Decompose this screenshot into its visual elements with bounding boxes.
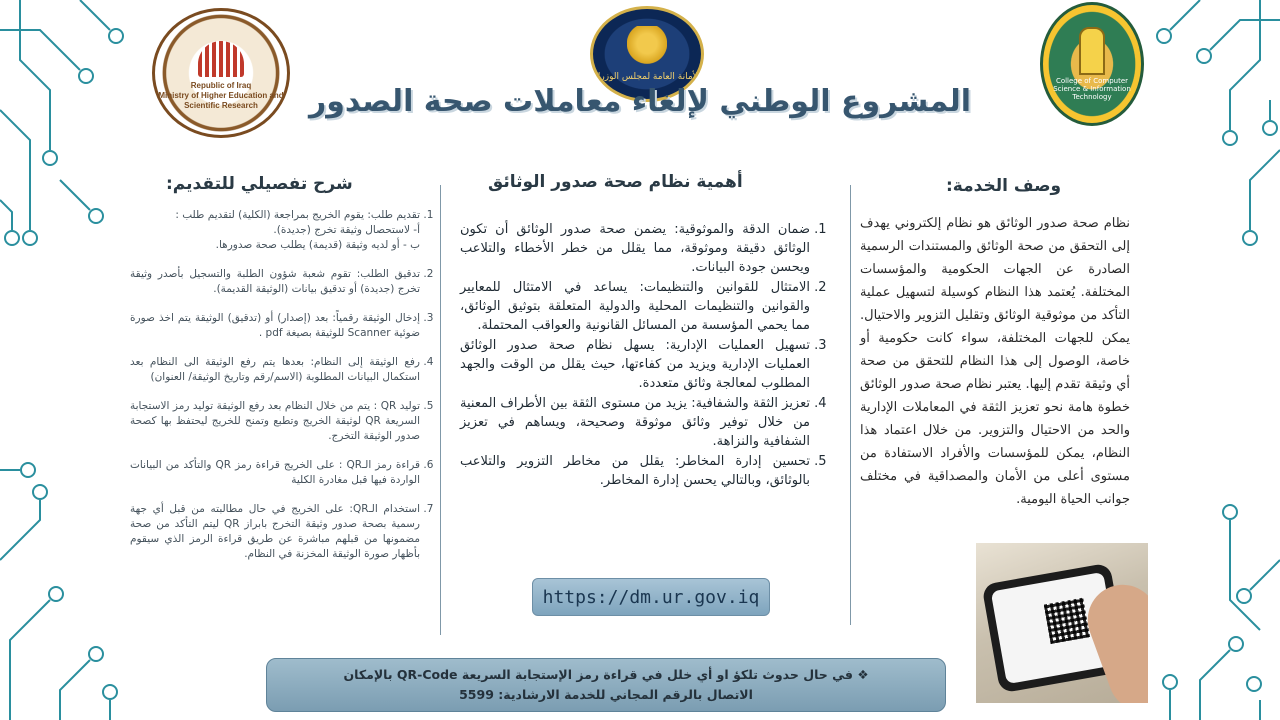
list-item: 4. تعزيز الثقة والشفافية: يزيد من مستوى الثقة بين الأطراف المعنية من خلال توفير وثائق موثوقة وصحيحة، ويساهم في تعزيز الشفافية والنزاهة. [460,394,810,451]
government-logo-text: الأمانة العامة لمجلس الوزراء [593,72,701,82]
tower-emblem-icon [1079,27,1105,75]
list-item: 2. تدقيق الطلب: تقوم شعبة شؤون الطلبة والتسجيل بأصدر وثيقة تخرج (جديدة) أو تدقيق بيانات (الوثيقة القديمة). [130,267,420,297]
list-item: 5. تحسين إدارة المخاطر: يقلل من مخاطر التزوير والتلاعب بالوثائق، وبالتالي يحسن إدارة المخاطر. [460,452,810,490]
list-item: 2. الامتثال للقوانين والتنظيمات: يساعد في الامتثال للمعايير والقوانين والتنظيمات المحلية والدولية المتعلقة بتوثيق الوثائق، مما يحمي المؤسسة من المسائل القانونية والعواقب المحتملة. [460,278,810,335]
sun-emblem-icon [198,41,244,77]
importance-heading: أهمية نظام صحة صدور الوثائق [488,172,743,192]
list-item: 5. توليد QR : يتم من خلال النظام بعد رفع الوثيقة توليد رمز الاستجابة السريعة QR لوثيقة الخريج وتطبع وتمنح للخريج ليحتفظ بها كصحة صدور الوثيقة التخرج. [130,399,420,444]
list-item: 4. رفع الوثيقة إلى النظام: بعدها يتم رفع الوثيقة الى النظام بعد استكمال البيانات المطلوبة (الاسم/رقم وتاريخ الوثيقة/ العنوان) [130,355,420,385]
qr-code-icon [1044,598,1090,644]
notice-line-2: الاتصال بالرقم المجاني للخدمة الارشادية: 5599 [459,687,753,702]
ministry-logo [152,8,290,138]
notice-line-1: ❖ في حال حدوث تلكؤ او أي خلل في قراءة رمز الإستجابة السريعة QR-Code بالإمكان [343,667,869,682]
steps-heading: شرح تفصيلي للتقديم: [166,174,353,194]
page-title: المشروع الوطني لإلغاء معاملات صحة الصدور [309,84,971,119]
website-url-link[interactable]: https://dm.ur.gov.iq [532,578,770,616]
college-logo-text: College of Computer Science & Information Technology [1053,77,1131,101]
eagle-emblem-icon [627,26,667,70]
list-item: 1. تقديم طلب: يقوم الخريج بمراجعة (الكلية) لتقديم طلب : أ- لاستحصال وثيقة تخرج (جديدة). ب - أو لديه وثيقة (قديمة) يطلب صحة صدورها. [130,208,420,253]
list-item: 3. إدخال الوثيقة رقمياً: بعد (إصدار) أو (تدقيق) الوثيقة يتم اخذ صورة ضوئية Scanner للوثيقة بصيغة pdf . [130,311,420,341]
importance-list [460,220,840,490]
steps-list [130,208,440,562]
phone-qr-photo [976,543,1148,703]
support-notice [266,658,946,712]
list-item: 7. استخدام الـQR: على الخريج في حال مطالبته من قبل أي جهة رسمية بصحة صدور وثيقة التخرج بابراز QR ليتم التأكد من صحة مضمونها من قبلهم مباشرة عن طريق قراءة الرمز الذي سيقوم بأظهار صورة الوثيقة المخزنة في النظام. [130,502,420,562]
description-body: نظام صحة صدور الوثائق هو نظام إلكتروني يهدف إلى التحقق من صحة الوثائق والمستندات الرسمية الصادرة عن الجهات الحكومية والمؤسسات المختلفة. يُعتمد هذا النظام كوسيلة لتسهيل عملية التأكد من موثوقية الوثائق وتقليل التزوير والاحتيال. يمكن للجهات المختلفة، سواء كانت حكومية أو خاصة، الوصول إلى هذا النظام للتحقق من صحة أي وثيقة تقدم إليها. يعتبر نظام صحة صدور الوثائق خطوة هامة نحو تعزيز الثقة في المعاملات الإدارية والحد من الاحتيال والتزوير. من خلال اعتماد هذا النظام، يمكن للمؤسسات والأفراد الاستفادة من مستوى أعلى من الأمان والمصداقية في مختلف جوانب الحياة اليومية. [860,216,1130,507]
importance-list-container [460,220,840,491]
list-item: 1. ضمان الدقة والموثوقية: يضمن صحة صدور الوثائق أن تكون الوثائق دقيقة وموثوقة، مما يقلل من خطر الأخطاء والتلاعب ويحسن جودة البيانات. [460,220,810,277]
steps-list-container [130,208,440,576]
description-heading: وصف الخدمة: [946,176,1062,196]
column-divider [440,185,441,635]
column-divider [850,185,851,625]
college-logo [1040,2,1144,126]
list-item: 6. قراءة رمز الـQR : على الخريج قراءة رمز QR والتأكد من البيانات الواردة فيها قبل مغادرة الكلية [130,458,420,488]
ministry-logo-text: Republic of Iraq Ministry of Higher Education and Scientific Research [158,81,284,110]
list-item: 3. تسهيل العمليات الإدارية: يسهل نظام صحة صدور الوثائق العمليات الإدارية ويزيد من كفاءتها، حيث يقلل من الوقت والجهد المطلوب لمعالجة وثائق متعددة. [460,336,810,393]
